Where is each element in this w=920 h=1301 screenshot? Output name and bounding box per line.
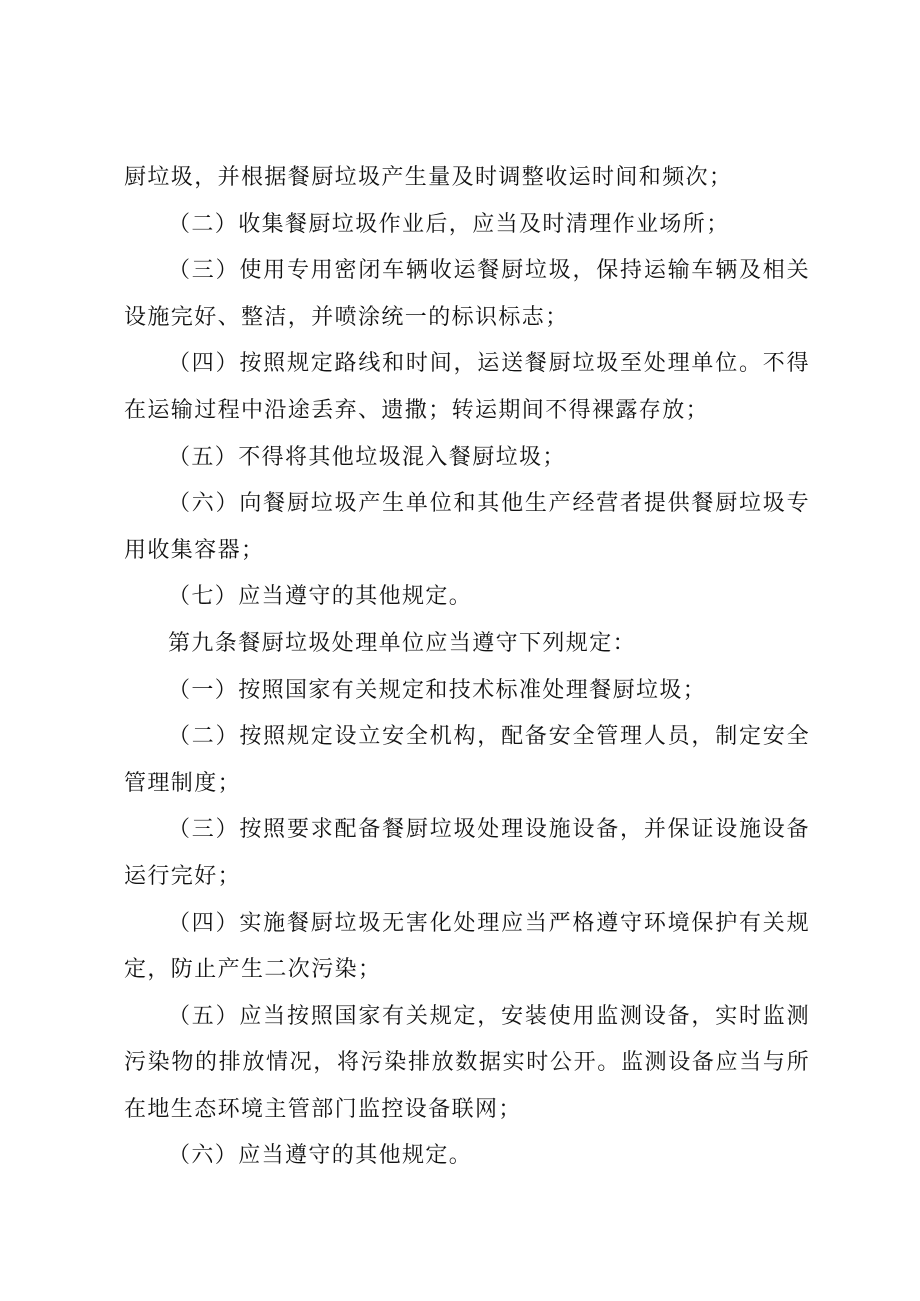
paragraph-collect-item-2: （二）收集餐厨垃圾作业后，应当及时清理作业场所； [168,211,730,237]
paragraph-process-item-1: （一）按照国家有关规定和技术标准处理餐厨垃圾； [168,677,707,703]
paragraph-collect-item-3: （三）使用专用密闭车辆收运餐厨垃圾，保持运输车辆及相关设施完好、整洁，并喷涂统一的标识标志； [124,258,810,330]
document-body [124,155,810,1180]
paragraph-process-item-3: （三）按照要求配备餐厨垃圾处理设施设备，并保证设施设备运行完好； [124,817,810,889]
paragraph-collect-item-6: （六）向餐厨垃圾产生单位和其他生产经营者提供餐厨垃圾专用收集容器； [124,491,810,563]
paragraph-process-item-5: （五）应当按照国家有关规定，安装使用监测设备，实时监测污染物的排放情况，将污染排放数据实时公开。监测设备应当与所在地生态环境主管部门监控设备联网； [124,1003,810,1122]
paragraph-continuation: 厨垃圾，并根据餐厨垃圾产生量及时调整收运时间和频次； [124,165,733,190]
paragraph-collect-item-4: （四）按照规定路线和时间，运送餐厨垃圾至处理单位。不得在运输过程中沿途丢弃、遗撒；转运期间不得裸露存放； [124,351,810,423]
paragraph-collect-item-5: （五）不得将其他垃圾混入餐厨垃圾； [168,444,566,470]
paragraph-process-item-6: （六）应当遵守的其他规定。 [168,1143,473,1169]
paragraph-article-9: 第九条餐厨垃圾处理单位应当遵守下列规定： [168,630,637,656]
paragraph-collect-item-7: （七）应当遵守的其他规定。 [168,584,473,610]
paragraph-process-item-2: （二）按照规定设立安全机构，配备安全管理人员，制定安全管理制度； [124,724,810,796]
paragraph-process-item-4: （四）实施餐厨垃圾无害化处理应当严格遵守环境保护有关规定，防止产生二次污染； [124,910,810,983]
